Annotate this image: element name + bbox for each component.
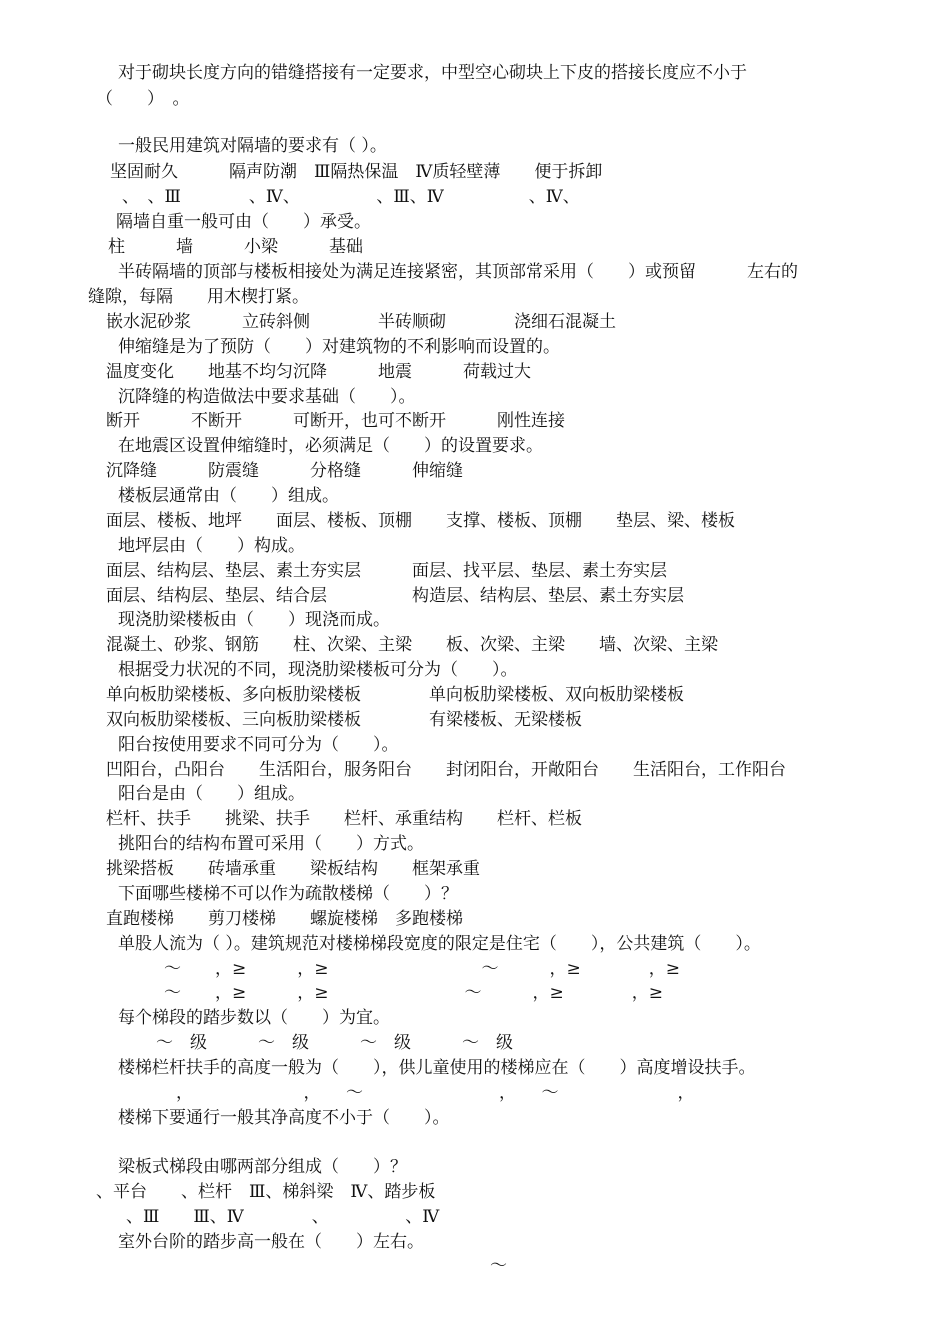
text-line: 断开 不断开 可断开，也可不断开 刚性连接 xyxy=(106,411,565,431)
text-line: 根据受力状况的不同，现浇肋梁楼板可分为（ ）。 xyxy=(118,660,518,680)
text-line: 每个梯段的踏步数以（ ）为宜。 xyxy=(118,1008,390,1028)
text-line: ～ ，≥ ，≥ ～ ，≥ ，≥ xyxy=(164,983,663,1003)
text-line: 沉降缝的构造做法中要求基础（ ）。 xyxy=(118,387,416,407)
text-line: 地坪层由（ ）构成。 xyxy=(118,536,305,556)
text-line: 、 、Ⅲ 、Ⅳ、 、Ⅲ、Ⅳ 、Ⅳ、 xyxy=(122,187,580,207)
text-line: 阳台按使用要求不同可分为（ ）。 xyxy=(118,735,399,755)
text-line: 单股人流为（ ）。建筑规范对楼梯梯段宽度的限定是住宅（ ），公共建筑（ ）。 xyxy=(118,934,761,954)
text-line: ～ xyxy=(490,1256,507,1276)
text-line: 室外台阶的踏步高一般在（ ）左右。 xyxy=(118,1232,424,1252)
text-line: 楼板层通常由（ ）组成。 xyxy=(118,486,339,506)
text-line: （ ） 。 xyxy=(96,89,190,109)
text-line: 半砖隔墙的顶部与楼板相接处为满足连接紧密，其顶部常采用（ ）或预留 左右的 xyxy=(118,262,798,282)
text-line: 面层、结构层、垫层、结合层 构造层、结构层、垫层、素土夯实层 xyxy=(106,586,684,606)
text-line: 对于砌块长度方向的错缝搭接有一定要求，中型空心砌块上下皮的搭接长度应不小于 xyxy=(118,63,747,83)
text-line: 在地震区设置伸缩缝时，必须满足（ ）的设置要求。 xyxy=(118,436,543,456)
text-line: 沉降缝 防震缝 分格缝 伸缩缝 xyxy=(106,461,463,481)
text-line: 嵌水泥砂浆 立砖斜侧 半砖顺砌 浇细石混凝土 xyxy=(106,312,616,332)
text-line: 柱 墙 小梁 基础 xyxy=(108,237,363,257)
text-line: 伸缩缝是为了预防（ ）对建筑物的不利影响而设置的。 xyxy=(118,337,560,357)
text-line: 楼梯下要通行一般其净高度不小于（ ）。 xyxy=(118,1108,450,1128)
text-line: ， ， ～ ， ～ ， xyxy=(176,1083,695,1103)
text-line: 隔墙自重一般可由（ ）承受。 xyxy=(116,212,371,232)
text-line: 阳台是由（ ）组成。 xyxy=(118,784,305,804)
text-line: 坚固耐久 隔声防潮 Ⅲ隔热保温 Ⅳ质轻壁薄 便于拆卸 xyxy=(110,162,603,182)
text-line: 面层、结构层、垫层、素土夯实层 面层、找平层、垫层、素土夯实层 xyxy=(106,561,667,581)
text-line: 下面哪些楼梯不可以作为疏散楼梯（ ）？ xyxy=(118,884,458,904)
text-line: 挑阳台的结构布置可采用（ ）方式。 xyxy=(118,834,424,854)
text-line: 一般民用建筑对隔墙的要求有（ ）。 xyxy=(118,136,387,156)
text-line: 单向板肋梁楼板、多向板肋梁楼板 单向板肋梁楼板、双向板肋梁楼板 xyxy=(106,685,684,705)
text-line: 、平台 、栏杆 Ⅲ、梯斜梁 Ⅳ、踏步板 xyxy=(96,1182,436,1202)
text-line: 混凝土、砂浆、钢筋 柱、次梁、主梁 板、次梁、主梁 墙、次梁、主梁 xyxy=(106,635,718,655)
text-line: 面层、楼板、地坪 面层、楼板、顶棚 支撑、楼板、顶棚 垫层、梁、楼板 xyxy=(106,511,735,531)
text-line: 双向板肋梁楼板、三向板肋梁楼板 有梁楼板、无梁楼板 xyxy=(106,710,582,730)
text-line: 缝隙，每隔 用木楔打紧。 xyxy=(88,287,309,307)
text-line: 直跑楼梯 剪刀楼梯 螺旋楼梯 多跑楼梯 xyxy=(106,909,463,929)
text-line: 现浇肋梁楼板由（ ）现浇而成。 xyxy=(118,610,390,630)
text-line: 栏杆、扶手 挑梁、扶手 栏杆、承重结构 栏杆、栏板 xyxy=(106,809,582,829)
text-line: 、Ⅲ Ⅲ、Ⅳ 、 、Ⅳ xyxy=(126,1207,440,1227)
text-line: ～ 级 ～ 级 ～ 级 ～ 级 xyxy=(156,1033,513,1053)
text-line: 凹阳台，凸阳台 生活阳台，服务阳台 封闭阳台，开敞阳台 生活阳台，工作阳台 xyxy=(106,760,786,780)
text-line: 梁板式梯段由哪两部分组成（ ）？ xyxy=(118,1157,407,1177)
text-line: 楼梯栏杆扶手的高度一般为（ ），供儿童使用的楼梯应在（ ）高度增设扶手。 xyxy=(118,1058,756,1078)
text-line: ～ ，≥ ，≥ ～ ，≥ ，≥ xyxy=(164,959,680,979)
text-line: 挑梁搭板 砖墙承重 梁板结构 框架承重 xyxy=(106,859,480,879)
text-line: 温度变化 地基不均匀沉降 地震 荷载过大 xyxy=(106,362,531,382)
